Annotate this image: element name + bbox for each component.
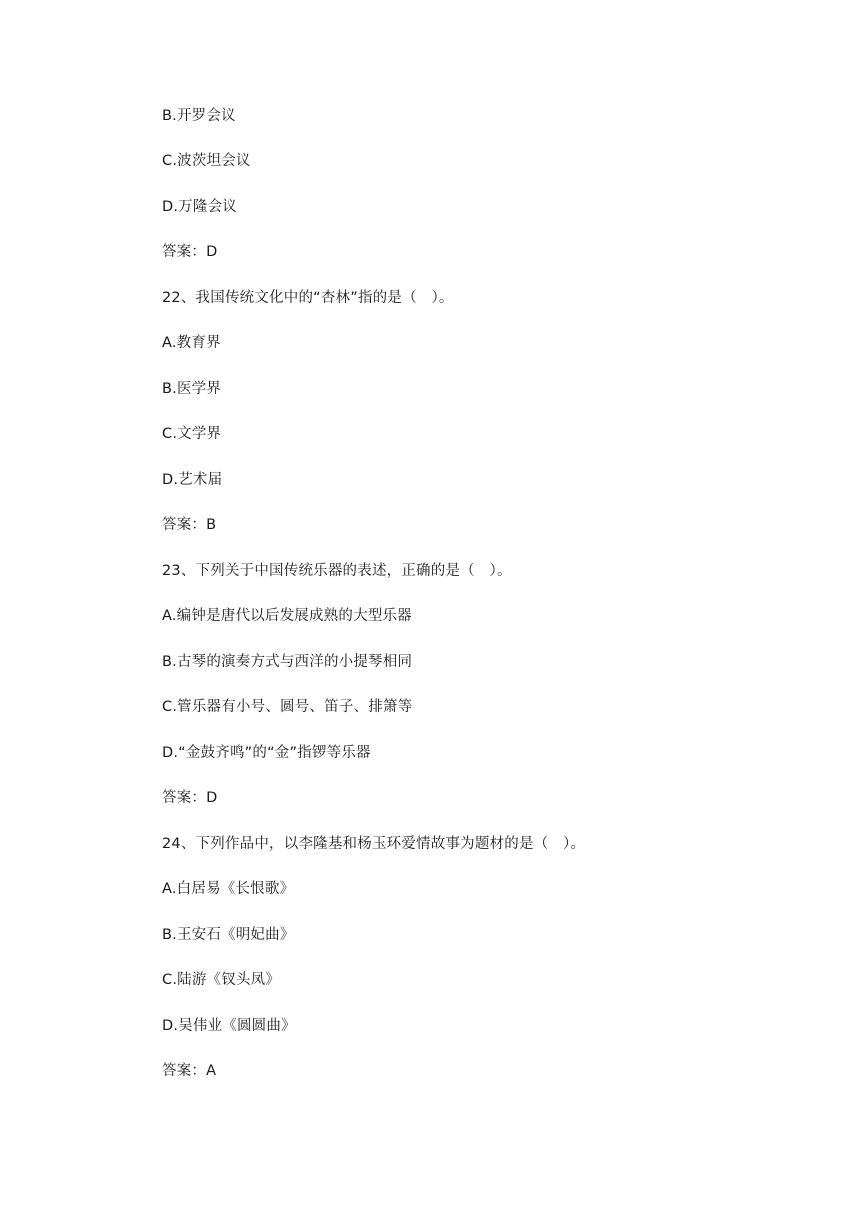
option-c-q24: C.陆游《钗头凤》 [162, 972, 281, 988]
question-24: 24、下列作品中，以李隆基和杨玉环爱情故事为题材的是（ ）。 [162, 836, 586, 852]
option-b-q24: B.王安石《明妃曲》 [162, 927, 295, 943]
option-d-q23: D.“金鼓齐鸣”的“金”指锣等乐器 [162, 745, 371, 761]
option-b-q22: B.医学界 [162, 381, 222, 397]
question-22: 22、我国传统文化中的“杏林”指的是（ ）。 [162, 290, 454, 306]
option-c-q23: C.管乐器有小号、圆号、笛子、排箫等 [162, 699, 413, 715]
question-23: 23、下列关于中国传统乐器的表述，正确的是（ ）。 [162, 563, 512, 579]
option-a-q22: A.教育界 [162, 335, 221, 351]
option-a-q24: A.白居易《长恨歌》 [162, 881, 295, 897]
option-d-q21: D.万隆会议 [162, 199, 237, 215]
option-d-q22: D.艺术届 [162, 472, 223, 488]
option-b-q21: B.开罗会议 [162, 108, 236, 124]
answer-q24: 答案：A [162, 1063, 217, 1079]
answer-q23: 答案：D [162, 790, 218, 806]
answer-q21: 答案：D [162, 244, 218, 260]
option-d-q24: D.吴伟业《圆圆曲》 [162, 1018, 296, 1034]
answer-q22: 答案：B [162, 517, 217, 533]
option-c-q22: C.文学界 [162, 426, 222, 442]
option-a-q23: A.编钟是唐代以后发展成熟的大型乐器 [162, 608, 412, 624]
option-b-q23: B.古琴的演奏方式与西洋的小提琴相同 [162, 654, 413, 670]
option-c-q21: C.波茨坦会议 [162, 153, 251, 169]
